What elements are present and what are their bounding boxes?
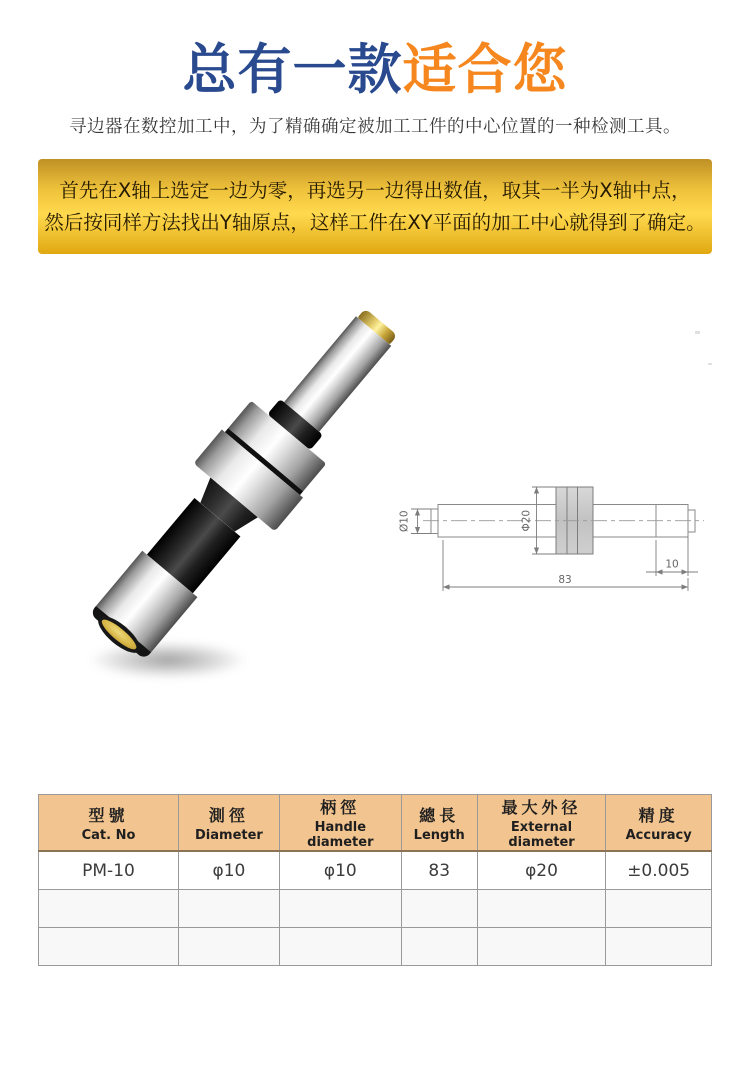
page-title-orange-part: 适合您 bbox=[402, 38, 568, 101]
table-row-empty bbox=[39, 927, 712, 965]
table-header-row bbox=[39, 795, 712, 852]
technical-drawing bbox=[378, 449, 718, 614]
product-photo-edge-finder bbox=[71, 287, 424, 678]
banner-line-1: 首先在X轴上选定一边为零，再选另一边得出数值，取其一半为X轴中点， bbox=[59, 178, 691, 202]
spec-table bbox=[38, 794, 712, 966]
page-title-blue-part: 总有一款 bbox=[182, 38, 403, 101]
cell-accuracy: ±0.005 bbox=[606, 851, 712, 889]
dim-label-len83: 83 bbox=[558, 574, 572, 587]
header-diameter: 測徑 Diameter bbox=[178, 795, 279, 852]
photo-artifact-speck bbox=[708, 363, 712, 365]
header-cat-no: 型號 Cat. No bbox=[39, 795, 179, 852]
banner-line-2: 然后按同样方法找出Y轴原点，这样工件在XY平面的加工中心就得到了确定。 bbox=[44, 210, 706, 234]
header-external-diameter: 最大外径 External diameter bbox=[477, 795, 606, 852]
drawing-left-tip bbox=[431, 509, 438, 534]
dim-label-len10: 10 bbox=[665, 558, 679, 571]
cell-diameter: φ10 bbox=[178, 851, 279, 889]
product-subtitle: 寻边器在数控加工中，为了精确确定被加工工件的中心位置的一种检测工具。 bbox=[69, 117, 681, 138]
product-section bbox=[0, 254, 750, 767]
cell-external-diameter: φ20 bbox=[477, 851, 606, 889]
dim-label-dia10: Ø10 bbox=[398, 510, 411, 533]
cell-handle-diameter: φ10 bbox=[279, 851, 401, 889]
cell-length: 83 bbox=[401, 851, 477, 889]
header-length: 總長 Length bbox=[401, 795, 477, 852]
header-accuracy: 精度 Accuracy bbox=[606, 795, 712, 852]
cell-model: PM-10 bbox=[39, 851, 179, 889]
info-banner bbox=[38, 159, 712, 254]
table-row bbox=[39, 851, 712, 889]
dim-label-dia20: Φ20 bbox=[520, 510, 533, 532]
header-handle-diameter: 柄徑 Handle diameter bbox=[279, 795, 401, 852]
table-row-empty bbox=[39, 889, 712, 927]
photo-artifact-speck bbox=[695, 331, 700, 334]
page-title bbox=[0, 40, 750, 100]
dim-diameter-10 bbox=[411, 509, 431, 534]
